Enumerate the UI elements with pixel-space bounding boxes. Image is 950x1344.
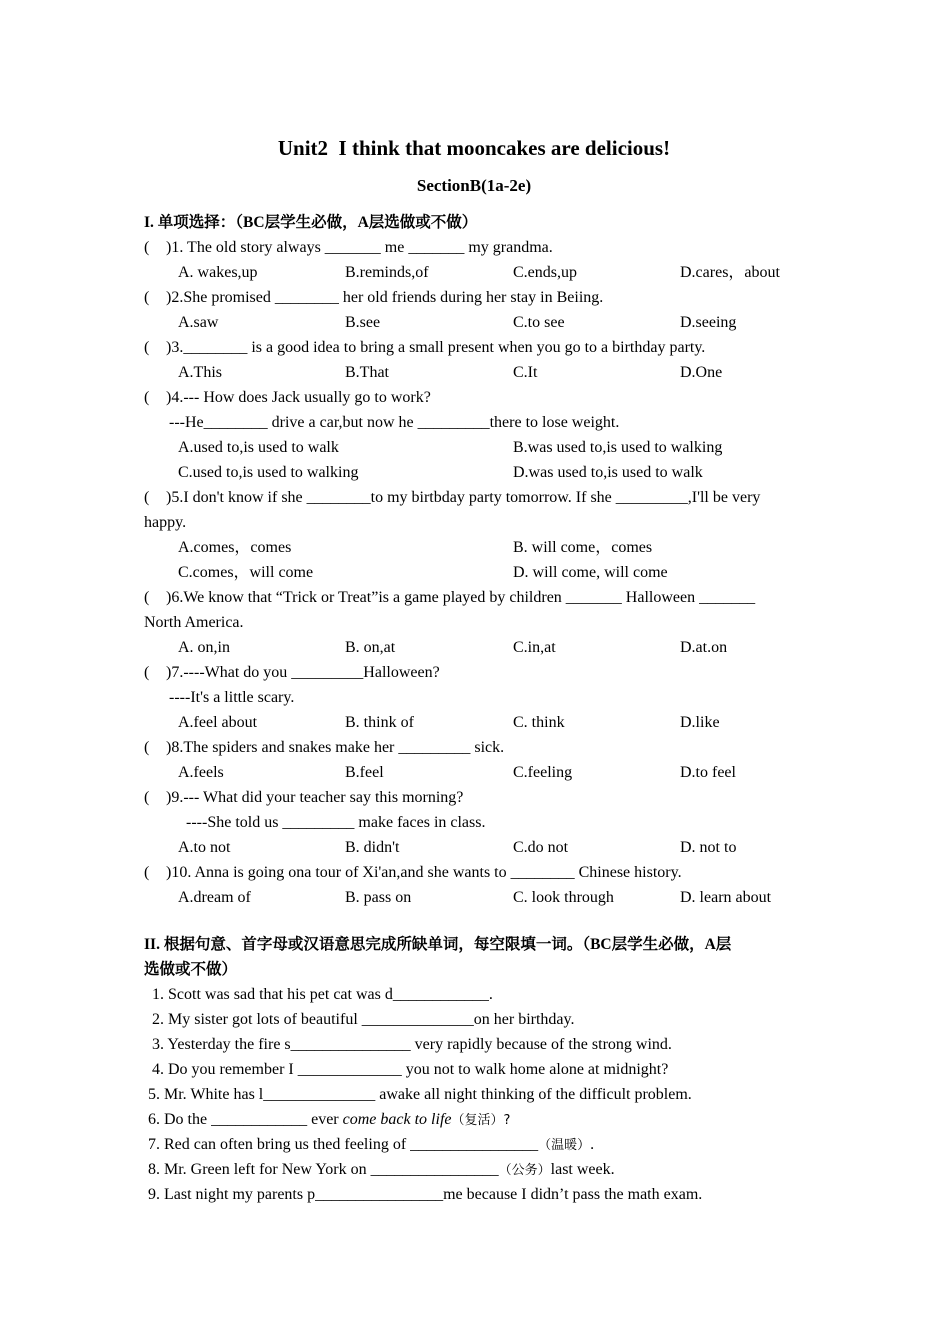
answer-blank[interactable]: (: [144, 489, 150, 506]
question-8: ( )8.The spiders and snakes make her _________ sick.: [144, 735, 504, 760]
answer-blank[interactable]: (: [144, 664, 150, 681]
option-c: C.comes，will come: [178, 564, 314, 581]
option-c: C.to see: [513, 314, 565, 331]
option-b: B. pass on: [345, 889, 412, 906]
section2-heading: II. 根据句意、首字母或汉语意思完成所缺单词，每空限填一词。（BC层学生必做，A层: [144, 936, 732, 953]
question-5-continued: happy.: [144, 514, 187, 531]
answer-blank[interactable]: (: [144, 339, 150, 356]
fill-item-9: 9. Last night my parents p________________me because I didn’t pass the math exam.: [148, 1186, 703, 1203]
fill-item-3: 3. Yesterday the fire s_______________ very rapidly because of the strong wind.: [152, 1036, 672, 1053]
question-6-continued: North America.: [144, 614, 244, 631]
option-a: A.to not: [178, 839, 231, 856]
fill-item-5: 5. Mr. White has l______________ awake all night thinking of the difficult problem.: [148, 1086, 692, 1103]
fill-item-6: 6. Do the ____________ ever come back to life（复活）?: [148, 1111, 511, 1128]
option-a: A.feel about: [178, 714, 258, 731]
option-c: C. look through: [513, 889, 614, 906]
option-a: A.saw: [178, 314, 219, 331]
answer-blank[interactable]: (: [144, 789, 150, 806]
question-10: ( )10. Anna is going ona tour of Xi'an,and she wants to ________ Chinese history.: [144, 860, 682, 885]
option-b: B.That: [345, 364, 389, 381]
option-b: B.reminds,of: [345, 264, 429, 281]
option-d: D.seeing: [680, 314, 737, 331]
section1-heading: I. 单项选择：（BC层学生必做，A层选做或不做）: [144, 214, 478, 231]
option-c: C.It: [513, 364, 538, 381]
option-c: C. think: [513, 714, 565, 731]
option-b: B. think of: [345, 714, 414, 731]
option-d: D. will come, will come: [513, 564, 668, 581]
fill-item-2: 2. My sister got lots of beautiful ______________on her birthday.: [152, 1011, 575, 1028]
option-c: C.ends,up: [513, 264, 577, 281]
option-d: D.like: [680, 714, 720, 731]
fill-item-4: 4. Do you remember I _____________ you not to walk home alone at midnight?: [152, 1061, 669, 1078]
option-d: D.to feel: [680, 764, 736, 781]
question-4-response: ---He________ drive a car,but now he _________there to lose weight.: [169, 414, 620, 431]
option-b: B. will come，comes: [513, 539, 653, 556]
option-a: A. on,in: [178, 639, 230, 656]
option-d: D. learn about: [680, 889, 772, 906]
question-7: ( )7.----What do you _________Halloween?: [144, 660, 440, 685]
question-9: ( )9.--- What did your teacher say this morning?: [144, 785, 463, 810]
answer-blank[interactable]: (: [144, 239, 150, 256]
option-b: B. on,at: [345, 639, 396, 656]
option-a: A.used to,is used to walk: [178, 439, 339, 456]
option-d: D.One: [680, 364, 723, 381]
option-c: C.feeling: [513, 764, 573, 781]
fill-item-1: 1. Scott was sad that his pet cat was d____________.: [152, 986, 493, 1003]
fill-item-8: 8. Mr. Green left for New York on ________________（公务）last week.: [148, 1161, 615, 1178]
question-2: ( )2.She promised ________ her old friends during her stay in Beiing.: [144, 285, 603, 310]
fill-item-7: 7. Red can often bring us thed feeling of ________________（温暖）.: [148, 1136, 595, 1153]
option-d: D.was used to,is used to walk: [513, 464, 703, 481]
question-7-response: ----It's a little scary.: [169, 689, 295, 706]
option-c: C.do not: [513, 839, 569, 856]
option-b: B.see: [345, 314, 381, 331]
option-b: B.was used to,is used to walking: [513, 439, 723, 456]
answer-blank[interactable]: (: [144, 389, 150, 406]
question-1: ( )1. The old story always _______ me _______ my grandma.: [144, 235, 553, 260]
option-a: A.This: [178, 364, 222, 381]
answer-blank[interactable]: (: [144, 864, 150, 881]
option-d: D.cares，about: [680, 264, 780, 281]
section2-heading-continued: 选做或不做）: [144, 961, 238, 978]
question-5: ( )5.I don't know if she ________to my birtbday party tomorrow. If she _________,I'll be very: [144, 485, 760, 510]
option-c: C.in,at: [513, 639, 556, 656]
answer-blank[interactable]: (: [144, 289, 150, 306]
question-3: ( )3.________ is a good idea to bring a small present when you go to a birthday party.: [144, 335, 705, 360]
answer-blank[interactable]: (: [144, 589, 150, 606]
option-a: A.feels: [178, 764, 224, 781]
page-subtitle: SectionB(1a-2e): [416, 176, 532, 195]
question-9-response: ----She told us _________ make faces in class.: [186, 814, 486, 831]
option-a: A.comes，comes: [178, 539, 292, 556]
option-b: B.feel: [345, 764, 384, 781]
option-d: D. not to: [680, 839, 737, 856]
option-a: A.dream of: [178, 889, 251, 906]
option-a: A. wakes,up: [178, 264, 258, 281]
answer-blank[interactable]: (: [144, 739, 150, 756]
question-6: ( )6.We know that “Trick or Treat”is a game played by children _______ Halloween _______: [144, 585, 755, 610]
option-c: C.used to,is used to walking: [178, 464, 359, 481]
option-b: B. didn't: [345, 839, 400, 856]
question-4: ( )4.--- How does Jack usually go to work?: [144, 385, 431, 410]
option-d: D.at.on: [680, 639, 728, 656]
page-title: Unit2 I think that mooncakes are delicious!: [277, 136, 671, 160]
